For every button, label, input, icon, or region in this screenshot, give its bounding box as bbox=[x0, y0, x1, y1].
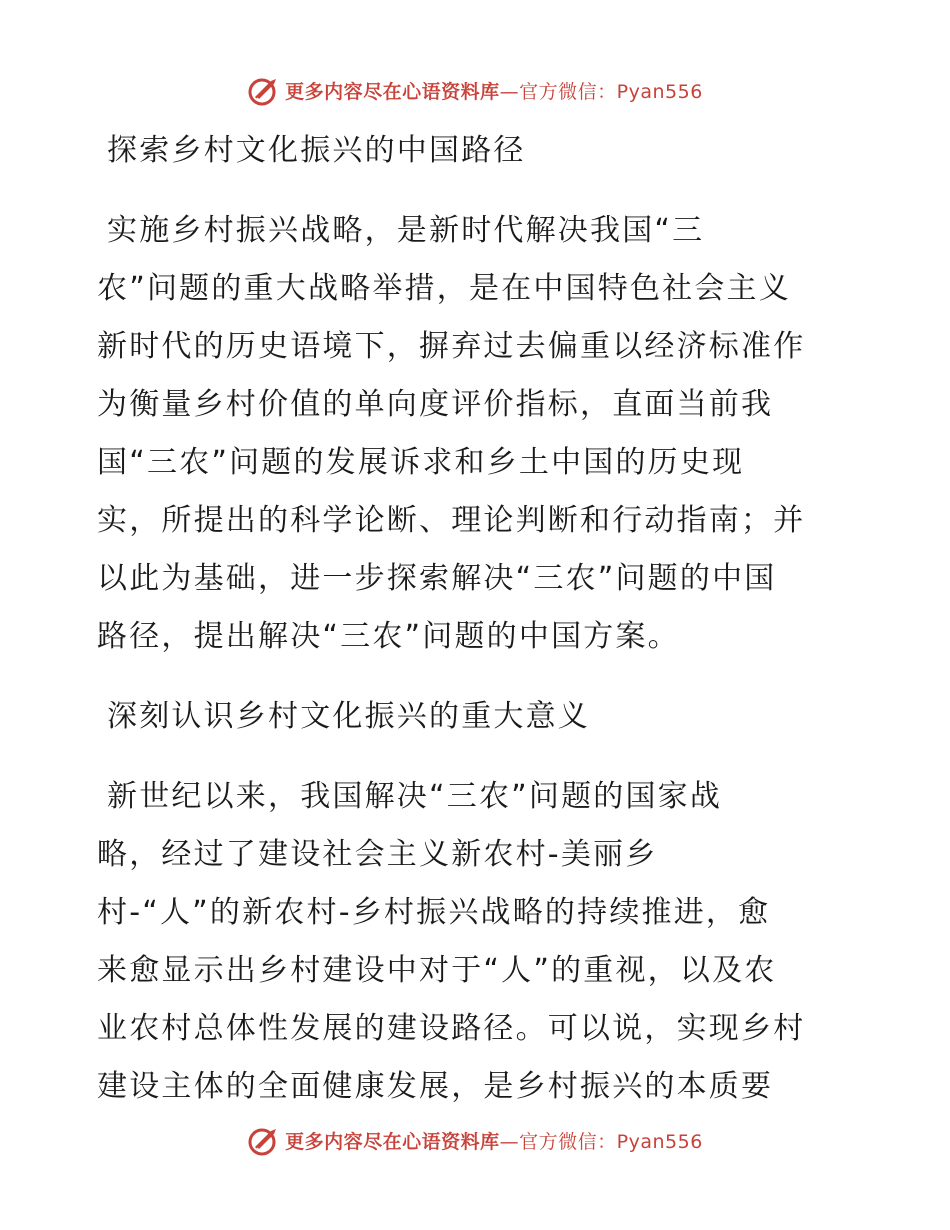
pen-logo-icon bbox=[247, 73, 281, 107]
paragraph-line: 路径，提出解决“三农”问题的中国方案。 bbox=[97, 619, 680, 654]
watermark-banner-top bbox=[0, 70, 950, 110]
paragraph-1 bbox=[97, 202, 857, 666]
pen-logo-icon bbox=[247, 1123, 281, 1157]
watermark-wechat-text: 官方微信：Pyan556 bbox=[519, 1130, 703, 1153]
paragraph-2 bbox=[97, 768, 857, 1116]
section-heading-2: 深刻认识乡村文化振兴的重大意义 bbox=[107, 699, 590, 734]
paragraph-line: 实，所提出的科学论断、理论判断和行动指南；并 bbox=[97, 503, 806, 538]
paragraph-line: 国“三农”问题的发展诉求和乡土中国的历史现 bbox=[97, 445, 745, 480]
paragraph-line: 村-“人”的新农村-乡村振兴战略的持续推进，愈 bbox=[97, 895, 771, 930]
watermark-main-text: 更多内容尽在心语资料库 bbox=[285, 80, 500, 103]
watermark-text bbox=[285, 1127, 703, 1154]
watermark-dash: — bbox=[499, 80, 520, 103]
watermark-main-text: 更多内容尽在心语资料库 bbox=[285, 1130, 500, 1153]
paragraph-line: 以此为基础，进一步探索解决“三农”问题的中国 bbox=[97, 561, 777, 596]
paragraph-line: 新世纪以来，我国解决“三农”问题的国家战 bbox=[107, 779, 723, 814]
watermark-text bbox=[285, 77, 703, 104]
paragraph-line: 建设主体的全面健康发展，是乡村振兴的本质要 bbox=[97, 1069, 774, 1104]
section-heading-1: 探索乡村文化振兴的中国路径 bbox=[107, 133, 526, 168]
watermark-banner-bottom bbox=[0, 1120, 950, 1160]
paragraph-line: 业农村总体性发展的建设路径。可以说，实现乡村 bbox=[97, 1011, 806, 1046]
watermark-wechat-text: 官方微信：Pyan556 bbox=[519, 80, 703, 103]
paragraph-line: 实施乡村振兴战略，是新时代解决我国“三 bbox=[107, 213, 705, 248]
paragraph-line: 新时代的历史语境下，摒弃过去偏重以经济标准作 bbox=[97, 329, 806, 364]
paragraph-line: 农”问题的重大战略举措，是在中国特色社会主义 bbox=[97, 271, 791, 306]
paragraph-line: 为衡量乡村价值的单向度评价指标，直面当前我 bbox=[97, 387, 774, 422]
paragraph-line: 来愈显示出乡村建设中对于“人”的重视，以及农 bbox=[97, 953, 777, 988]
paragraph-line: 略，经过了建设社会主义新农村-美丽乡 bbox=[97, 837, 658, 872]
watermark-dash: — bbox=[499, 1130, 520, 1153]
document-body bbox=[97, 122, 857, 1116]
